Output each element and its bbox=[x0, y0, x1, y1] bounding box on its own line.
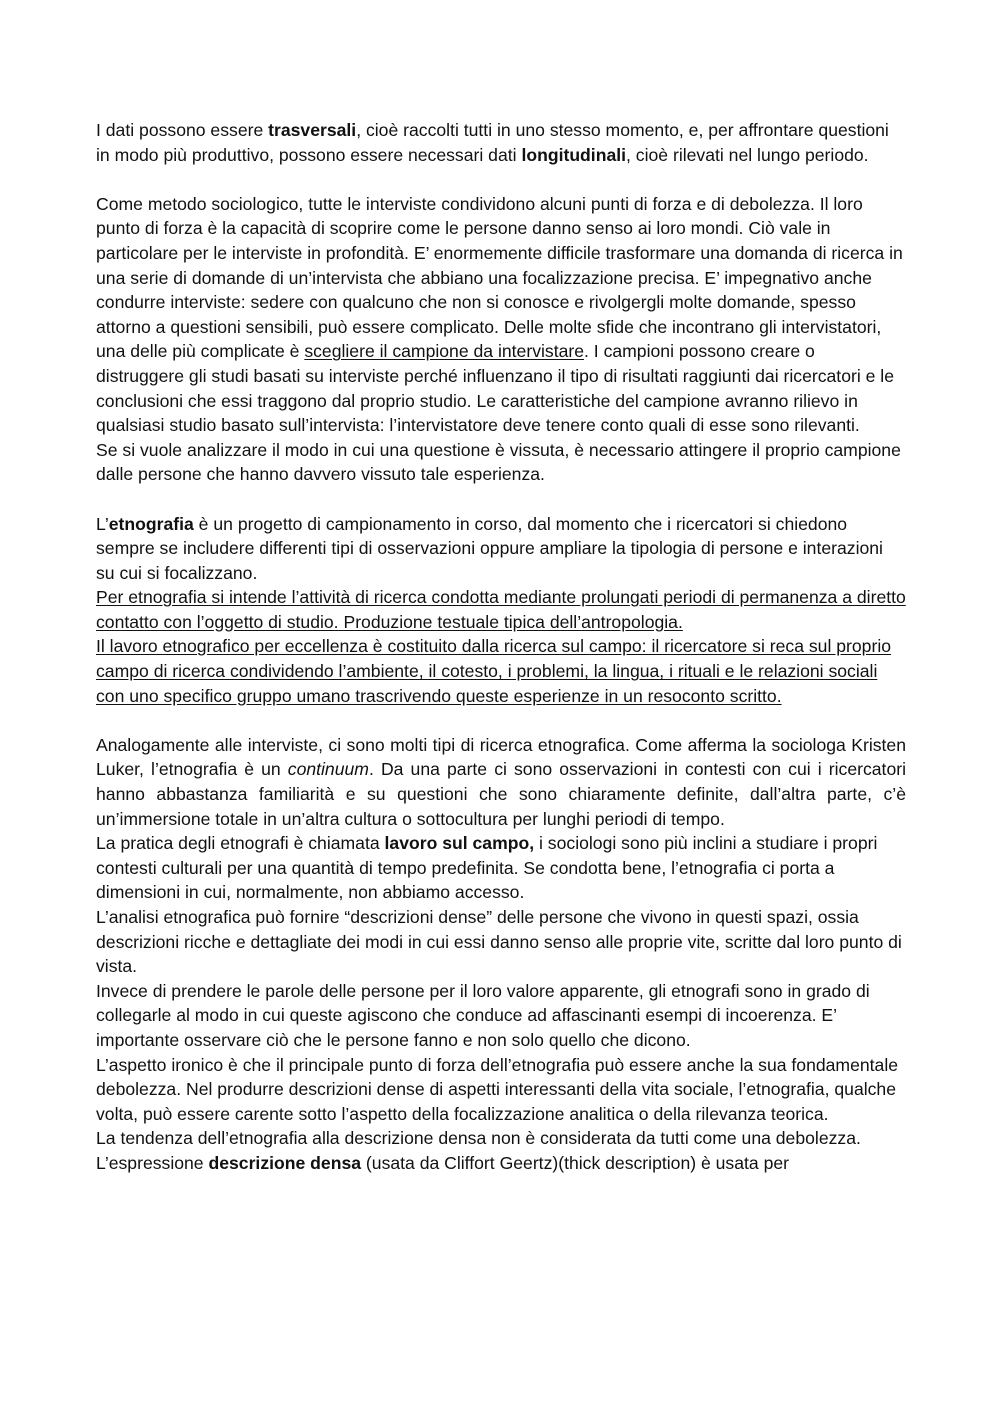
paragraph-thick-descriptions: L’analisi etnografica può fornire “descrizioni dense” delle persone che vivono in questi spazi, ossia descrizioni ricche e dettagliate dei modi in cui essi danno senso alle proprie vite, scritte dal loro punto di vista. bbox=[96, 907, 902, 977]
paragraph-geertz bbox=[96, 1151, 906, 1176]
italic-term-continuum: continuum bbox=[287, 759, 369, 780]
text-run: . Da una parte ci sono osservazioni in contesti con cui i ricercatori hanno abbastanza familiarità e su questioni che sono chiaramente definite, dall’altra parte, c’è un’immersione totale in un’altra cultura o sottocultura per lunghi periodi di tempo. bbox=[96, 759, 906, 829]
text-run: I dati possono essere bbox=[96, 120, 269, 140]
paragraph-interviews bbox=[96, 192, 906, 438]
underlined-definition: Per etnografia si intende l’attività di ricerca condotta mediante prolungati periodi di permanenza a diretto contatto con l’oggetto di studio. Produzione testuale tipica dell’antropologia. bbox=[96, 587, 906, 632]
bold-term-etnografia: etnografia bbox=[108, 513, 194, 534]
underlined-phrase-sample: scegliere il campione da intervistare bbox=[304, 341, 585, 362]
text-run: , cioè raccolti tutti in uno stesso momento, e, per affrontare questioni in modo più produttivo, possono essere necessari dati bbox=[96, 120, 889, 165]
paragraph-data-types bbox=[96, 118, 906, 167]
bold-term-longitudinali: longitudinali bbox=[521, 144, 627, 165]
paragraph-ethnography-intro bbox=[96, 512, 906, 586]
paragraph-ethnography-definition bbox=[96, 585, 906, 634]
text-run: , cioè rilevati nel lungo periodo. bbox=[626, 144, 869, 165]
paragraph-gap bbox=[96, 708, 906, 733]
underlined-fieldwork: Il lavoro etnografico per eccellenza è costituito dalla ricerca sul campo: il ricercatore si reca sul proprio campo di ricerca condividendo l’ambiente, il cotesto, i problemi, la lingua, i rituali e le relazioni sociali con uno specifico gruppo umano trascrivendo queste esperienze in un resoconto scritto. bbox=[96, 636, 892, 706]
document-page bbox=[96, 118, 906, 1176]
text-run: Analogamente alle interviste, ci sono molti tipi di ricerca etnografica. Come afferma la sociologa Kristen Luker, l’etnografia è un bbox=[96, 734, 906, 780]
paragraph-ironic-aspect: L’aspetto ironico è che il principale punto di forza dell’etnografia può essere anche la sua fondamentale debolezza. Nel produrre descrizioni dense di aspetti interessanti della vita sociale, l’etnografia, qualche volta, può essere carente sotto l’aspetto della focalizzazione analitica o della rilevanza teorica. bbox=[96, 1054, 899, 1124]
text-run: La pratica degli etnografi è chiamata bbox=[96, 833, 385, 854]
paragraph-sample-experience: Se si vuole analizzare il modo in cui una questione è vissuta, è necessario attingere il proprio campione dalle persone che hanno davvero vissuto tale esperienza. bbox=[96, 439, 901, 485]
text-run: è un progetto di campionamento in corso, dal momento che i ricercatori si chiedono sempre se includere differenti tipi di osservazioni oppure ampliare la tipologia di persone e interazioni su cui si focalizzano. bbox=[96, 513, 883, 583]
paragraph-gap bbox=[96, 487, 906, 512]
text-run: Come metodo sociologico, tutte le interviste condividono alcuni punti di forza e di debolezza. Il loro punto di forza è la capacità di scoprire come le persone danno senso ai loro mondi. Ciò vale in particolare per le interviste in profondità. E’ enormemente difficile trasformare una domanda di ricerca in una serie di domande di un’intervista che abbiano una focalizzazione precisa. E’ impegnativo anche condurre interviste: sedere con qualcuno che non si conosce e rivolgergli molte domande, spesso attorno a questioni sensibili, può essere complicato. Delle molte sfide che incontrano gli intervistatori, una delle più complicate è bbox=[96, 193, 903, 362]
text-run: . I campioni possono creare o distruggere gli studi basati su interviste perché influenzano il tipo di risultati raggiunti dai ricercatori e le conclusioni che essi traggono dal proprio studio. Le caratteristiche del campione avranno rilievo in qualsiasi studio basato sull’intervista: l’intervistatore deve tenere conto quali di esse sono rilevanti. bbox=[96, 341, 894, 436]
bold-term-trasversali: trasversali bbox=[268, 120, 357, 140]
paragraph-words-actions: Invece di prendere le parole delle persone per il loro valore apparente, gli etnografi sono in grado di collegarle al modo in cui queste agiscono che conduce ad affascinanti esempi di incoerenza. E’ importante osservare ciò che le persone fanno e non solo quello che dicono. bbox=[96, 980, 870, 1050]
paragraph-fieldwork-definition bbox=[96, 634, 906, 708]
text-run: i sociologi sono più inclini a studiare i propri contesti culturali per una quantità di tempo predefinita. Se condotta bene, l’etnografia ci porta a dimensioni in cui, normalmente, non abbiamo accesso. bbox=[96, 833, 878, 903]
paragraph-gap bbox=[96, 167, 906, 192]
bold-term-lavoro-sul-campo: lavoro sul campo, bbox=[384, 833, 535, 854]
paragraph-tendency: La tendenza dell’etnografia alla descrizione densa non è considerata da tutti come una debolezza. bbox=[96, 1128, 861, 1149]
paragraph-continuum bbox=[96, 733, 906, 831]
text-run: (usata da Cliffort Geertz)(thick description) è usata per bbox=[361, 1152, 790, 1173]
text-run: L’ bbox=[96, 513, 109, 534]
paragraph-field-practice bbox=[96, 831, 906, 905]
bold-term-descrizione-densa: descrizione densa bbox=[208, 1152, 362, 1173]
text-run: L’espressione bbox=[96, 1152, 209, 1173]
